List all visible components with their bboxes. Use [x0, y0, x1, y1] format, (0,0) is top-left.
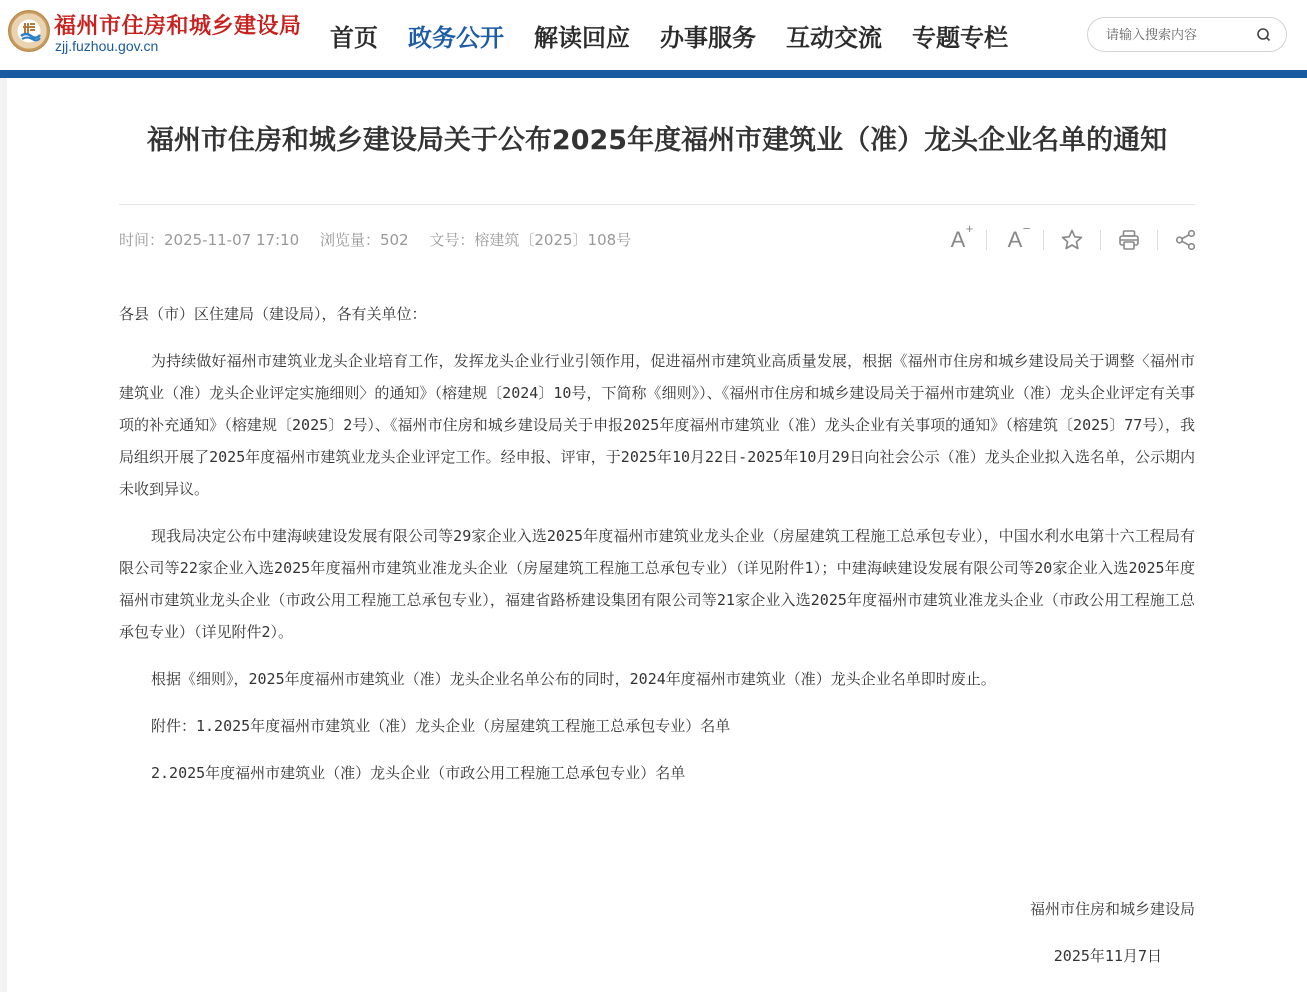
- print-button[interactable]: [1115, 226, 1143, 254]
- nav-item-home[interactable]: 首页: [330, 24, 378, 52]
- document-number: 文号：榕建筑〔2025〕108号: [429, 231, 632, 249]
- share-button[interactable]: [1172, 226, 1200, 254]
- search-icon: [1256, 27, 1272, 43]
- nav-item-interaction[interactable]: 互动交流: [786, 24, 882, 52]
- publish-time: 时间：2025-11-07 17:10: [119, 231, 300, 249]
- article-tools: [944, 221, 1200, 254]
- nav-item-interpretation[interactable]: 解读回应: [534, 24, 630, 52]
- site-domain: zjj.fuzhou.gov.cn: [55, 38, 159, 54]
- star-icon: [1060, 228, 1084, 252]
- issuer-signature: 福州市住房和城乡建设局: [1029, 900, 1195, 918]
- nav-item-government-affairs[interactable]: 政务公开: [408, 24, 504, 52]
- tool-divider: [1157, 230, 1158, 250]
- attachment-link-1[interactable]: 附件：1.2025年度福州市建筑业（准）龙头企业（房屋建筑工程施工总承包专业）名单: [151, 717, 731, 735]
- search-input[interactable]: [1106, 26, 1246, 44]
- favorite-button[interactable]: [1058, 226, 1086, 254]
- body-paragraph: 根据《细则》，2025年度福州市建筑业（准）龙头企业名单公布的同时，2024年度福州市建筑业（准）龙头企业名单即时废止。: [151, 670, 996, 688]
- site-logo-icon[interactable]: [8, 10, 50, 52]
- nav-item-special-topics[interactable]: 专题专栏: [912, 24, 1008, 52]
- body-paragraph: 现我局决定公布中建海峡建设发展有限公司等29家企业入选2025年度福州市建筑业龙头企业（房屋建筑工程施工总承包专业），中国水利水电第十六工程局有限公司等22家企业入选2025年度福州市建筑业准龙头企业（房屋建筑工程施工总承包专业）（详见附件1）；中建海峡建设发展有限公司等20家企业入选2025年度福州市建筑业龙头企业（市政公用工程施工总承包专业），福建省路桥建设集团有限公司等21家企业入选2025年度福州市建筑业准龙头企业（市政公用工程施工总承包专业）（详见附件2）。: [119, 527, 1195, 641]
- font-increase-icon: A +: [950, 221, 974, 252]
- salutation: 各县（市）区住建局（建设局），各有关单位：: [119, 305, 427, 323]
- issue-date: 2025年11月7日: [1053, 947, 1162, 965]
- article-body: [119, 298, 1195, 804]
- tool-divider: [1043, 230, 1044, 250]
- font-increase-button[interactable]: [944, 221, 974, 254]
- tool-divider: [1100, 230, 1101, 250]
- font-decrease-icon: A −: [1007, 221, 1031, 252]
- view-count: 浏览量：502: [319, 231, 409, 249]
- header-accent-bar: [0, 70, 1307, 78]
- article-title: 福州市住房和城乡建设局关于公布2025年度福州市建筑业（准）龙头企业名单的通知: [146, 125, 1168, 156]
- tool-divider: [986, 230, 987, 250]
- share-icon: [1174, 228, 1198, 252]
- font-decrease-button[interactable]: [1001, 221, 1031, 254]
- print-icon: [1117, 228, 1141, 252]
- site-header: [0, 0, 1307, 70]
- article-meta: [119, 229, 647, 250]
- body-paragraph: 为持续做好福州市建筑业龙头企业培育工作，发挥龙头企业行业引领作用，促进福州市建筑业高质量发展，根据《福州市住房和城乡建设局关于调整〈福州市建筑业（准）龙头企业评定实施细则〉的通知》（榕建规〔2024〕10号，下简称《细则》）、《福州市住房和城乡建设局关于福州市建筑业（准）龙头企业评定有关事项的补充通知》（榕建规〔2025〕2号）、《福州市住房和城乡建设局关于申报2025年度福州市建筑业（准）龙头企业有关事项的通知》（榕建筑〔2025〕77号），我局组织开展了2025年度福州市建筑业龙头企业评定工作。经申报、评审，于2025年10月22日-2025年10月29日向社会公示（准）龙头企业拟入选名单，公示期内未收到异议。: [119, 352, 1195, 498]
- attachment-link-2[interactable]: 2.2025年度福州市建筑业（准）龙头企业（市政公用工程施工总承包专业）名单: [151, 764, 686, 782]
- nav-item-services[interactable]: 办事服务: [660, 24, 756, 52]
- page-left-gutter: [0, 78, 7, 992]
- main-nav: [330, 18, 1038, 53]
- search-button[interactable]: [1256, 27, 1272, 43]
- title-divider: [119, 204, 1195, 205]
- site-name[interactable]: 福州市住房和城乡建设局: [54, 13, 302, 39]
- search-box: [1087, 17, 1287, 52]
